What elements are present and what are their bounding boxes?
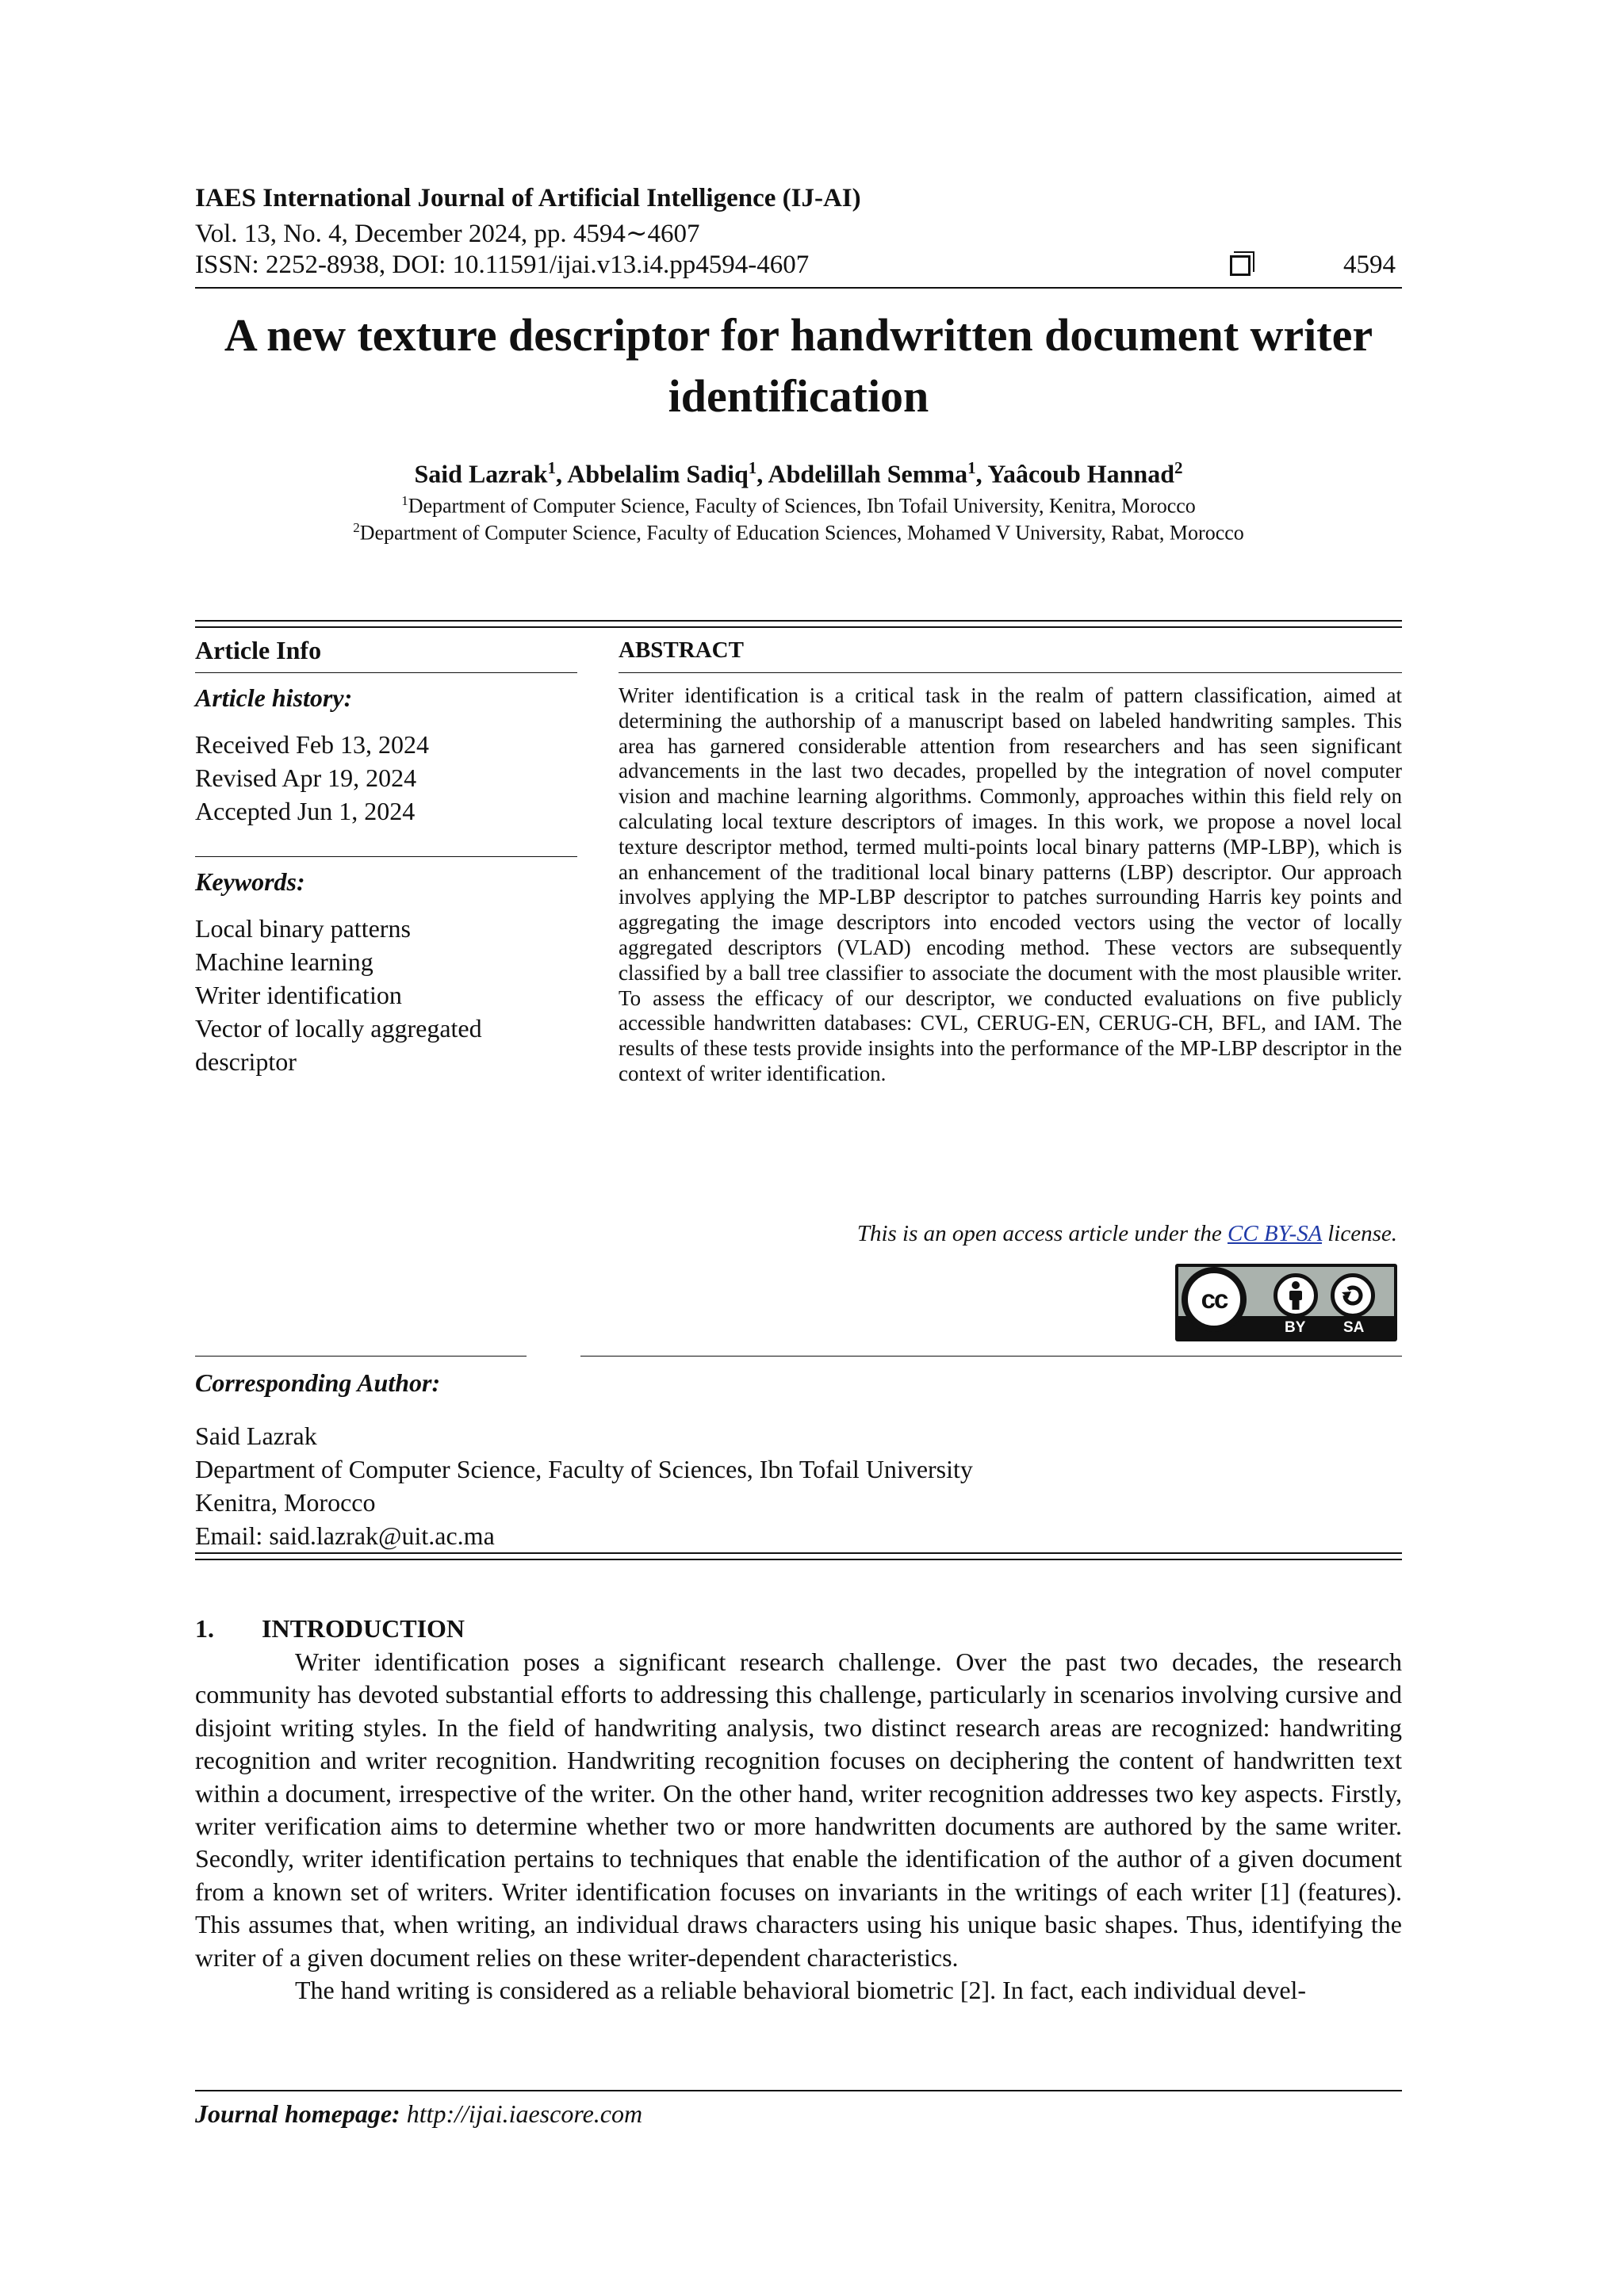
affiliation-mark: 1 [401, 493, 408, 508]
keywords-rule [195, 856, 577, 857]
license-prefix: This is an open access article under the [856, 1221, 1228, 1246]
title-line-1: A new texture descriptor for handwritten document writer [224, 309, 1373, 361]
affiliation-mark: 2 [353, 520, 360, 535]
corresponding-name: Said Lazrak [195, 1422, 317, 1450]
journal-volume-line: Vol. 13, No. 4, December 2024, pp. 4594∼4607 [195, 220, 700, 248]
section-title: INTRODUCTION [262, 1614, 465, 1643]
history-accepted: Accepted Jun 1, 2024 [195, 797, 416, 825]
affiliation-text: Department of Computer Science, Faculty of Sciences, Ibn Tofail University, Kenitra, Morocco [408, 494, 1196, 518]
section-number: 1. [195, 1614, 214, 1643]
footer-rule [195, 2090, 1402, 2091]
corresponding-city: Kenitra, Morocco [195, 1488, 376, 1517]
license-line [619, 1221, 1397, 1247]
intro-paragraph-2: The hand writing is considered as a reliable behavioral biometric [2]. In fact, each individual devel- [295, 1976, 1307, 2005]
badge-sa-label: SA [1343, 1319, 1365, 1336]
person-icon [1274, 1273, 1318, 1318]
journal-homepage-link[interactable]: http://ijai.iaescore.com [406, 2099, 643, 2128]
person-glyph [1285, 1280, 1306, 1311]
keywords-list [195, 912, 482, 1078]
corresponding-dept: Department of Computer Science, Faculty of Sciences, Ibn Tofail University [195, 1455, 973, 1483]
cc-by-sa-badge[interactable] [1175, 1264, 1397, 1341]
author-name: Yaâcoub Hannad [987, 459, 1175, 488]
author-name: Abdelillah Semma [768, 459, 968, 488]
journal-issn-line: ISSN: 2252-8938, DOI: 10.11591/ijai.v13.i4.pp4594-4607 [195, 251, 810, 279]
cc-by-sa-link[interactable]: CC BY-SA [1228, 1221, 1322, 1246]
corresponding-heading: Corresponding Author: [195, 1368, 441, 1397]
keyword-item: Vector of locally aggregated [195, 1014, 482, 1043]
title-line-2: identification [668, 370, 929, 422]
author-list: Said Lazrak$^1$, Abbelalim Sadiq$^1$, Abdelillah Semma$^1$, Yaâcoub Hannad$^2$ [414, 458, 1183, 488]
affiliation-1 [195, 493, 1402, 519]
intro-paragraph-1: Writer identification poses a significant research challenge. Over the past two decades, the research community has devoted substantial efforts to addressing this challenge, particularly in scenarios involving cursive and disjoint writing styles. In the field of handwriting analysis, two distinct research areas are recognized: handwriting recognition and writer recognition. Handwriting recognition focuses on deciphering the content of handwritten text within a document, irrespective of the writer. On the other hand, writer recognition addresses two key aspects. Firstly, writer verification aims to determine whether two or more handwritten documents are authored by the same writer. Secondly, writer identification pertains to techniques that enable the identification of the author of a given document from a known set of writers. Writer identification focuses on invariants in the writings of each writer [1] (features). This assumes that, when writing, an individual draws characters using his unique basic shapes. Thus, identifying the writer of a given document relies on these writer-dependent characteristics. [195, 1647, 1402, 1972]
keyword-item: Machine learning [195, 947, 373, 976]
introduction-body [195, 1646, 1402, 2007]
info-top-double-rule [195, 620, 1402, 628]
cc-logo-icon: cc [1182, 1267, 1247, 1332]
article-history-list [195, 728, 429, 828]
corresponding-author-block [195, 1419, 973, 1552]
paper-title [195, 304, 1402, 427]
history-received: Received Feb 13, 2024 [195, 730, 430, 759]
article-history-heading: Article history: [195, 683, 353, 712]
author-affiliation-mark: 2 [1174, 458, 1183, 477]
keywords-heading: Keywords: [195, 867, 305, 896]
author-affiliation-mark: 1 [748, 458, 757, 477]
corresponding-email: Email: said.lazrak@uit.ac.ma [195, 1521, 495, 1550]
abstract-heading: ABSTRACT [619, 637, 744, 663]
license-suffix: license. [1321, 1221, 1397, 1246]
affiliation-text: Department of Computer Science, Faculty of Education Sciences, Mohamed V University, Rabat, Morocco [359, 521, 1244, 545]
keyword-item: Local binary patterns [195, 914, 411, 943]
section-heading-introduction [195, 1614, 465, 1644]
info-bottom-double-rule [195, 1552, 1402, 1560]
page-box-icon [1230, 255, 1251, 276]
affiliation-2 [195, 520, 1402, 545]
article-info-heading: Article Info [195, 636, 322, 664]
article-info-rule [195, 672, 577, 673]
share-alike-glyph [1339, 1282, 1366, 1309]
corresponding-left-rule [195, 1356, 527, 1357]
corresponding-right-rule [580, 1356, 1402, 1357]
author-affiliation-mark: 1 [967, 458, 976, 477]
abstract-rule [619, 672, 1402, 673]
author-affiliation-mark: 1 [547, 458, 556, 477]
author-name: Abbelalim Sadiq [567, 459, 749, 488]
author-name: Said Lazrak [414, 459, 548, 488]
badge-by-label: BY [1285, 1319, 1306, 1336]
abstract-text: Writer identification is a critical task in the realm of pattern classification, aimed at determining the authorship of a manuscript based on labeled handwriting samples. This area has garnered considerable attention from researchers and has seen significant advancements in the last two decades, propelled by the integration of novel computer vision and machine learning algorithms. Commonly, approaches within this field rely on calculating local texture descriptors of images. In this work, we propose a novel local texture descriptor method, termed multi-points local binary patterns (MP-LBP), which is an enhancement of the traditional local binary patterns (LBP) descriptor. Our approach involves applying the MP-LBP descriptor to patches surrounding Harris key points and aggregating the image descriptors into encoded vectors using the vector of locally aggregated descriptors (VLAD) encoding method. These vectors are subsequently classified by a ball tree classifier to associate the document with the most plausible writer. To assess the efficacy of our descriptor, we conducted evaluations on five publicly accessible handwritten databases: CVL, CERUG-EN, CERUG-CH, BFL, and IAM. The results of these tests provide insights into the performance of the MP-LBP descriptor in the context of writer identification. [619, 683, 1402, 1085]
keyword-item: descriptor [195, 1047, 297, 1076]
header-rule [195, 287, 1402, 289]
keyword-item: Writer identification [195, 981, 402, 1009]
footer-label: Journal homepage: [195, 2099, 400, 2128]
journal-footer [195, 2099, 642, 2129]
journal-title: IAES International Journal of Artificial Intelligence (IJ-AI) [195, 184, 861, 212]
history-revised: Revised Apr 19, 2024 [195, 763, 417, 792]
share-alike-icon [1331, 1273, 1375, 1318]
page-number: 4594 [1343, 251, 1396, 279]
